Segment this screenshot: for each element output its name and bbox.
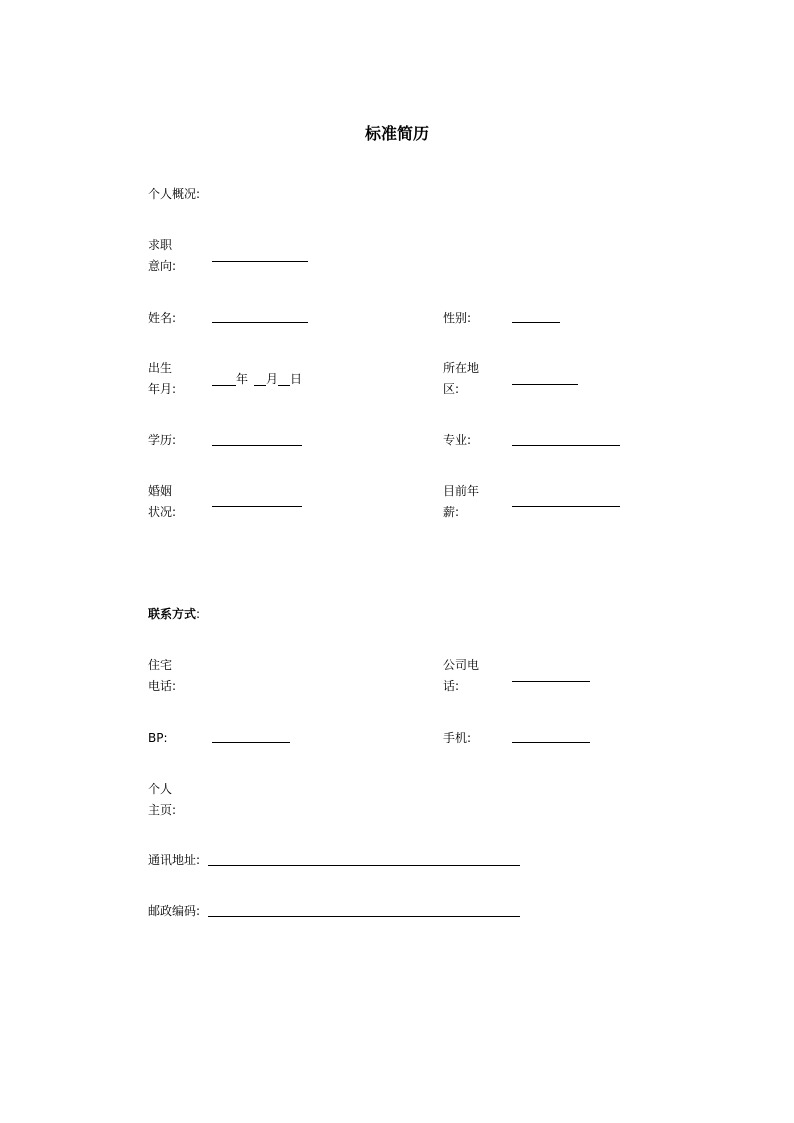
home-phone-label: 住宅 电话: xyxy=(148,658,177,693)
name-field[interactable] xyxy=(212,322,308,323)
company-phone-field[interactable] xyxy=(512,681,590,682)
bp-field[interactable] xyxy=(212,742,290,743)
birth-year-field[interactable] xyxy=(212,385,236,386)
address-label: 通讯地址: xyxy=(148,853,201,867)
personal-section-heading: 个人概况: xyxy=(148,187,201,201)
job-intent-label: 求职 意向: xyxy=(148,238,177,273)
address-field[interactable] xyxy=(208,865,520,866)
homepage-label: 个人 主页: xyxy=(148,782,177,817)
education-label: 学历: xyxy=(148,433,177,447)
page-title: 标准简历 xyxy=(364,124,429,143)
bp-label: BP: xyxy=(148,731,168,745)
major-field[interactable] xyxy=(512,445,620,446)
salary-field[interactable] xyxy=(512,506,620,507)
job-intent-field[interactable] xyxy=(212,261,308,262)
marital-label: 婚姻 状况: xyxy=(148,484,177,519)
education-field[interactable] xyxy=(212,445,302,446)
gender-label: 性别: xyxy=(443,311,472,325)
birth-day-label: 日 xyxy=(290,372,303,386)
location-field[interactable] xyxy=(512,384,578,385)
name-label: 姓名: xyxy=(148,311,177,325)
contact-heading-colon: : xyxy=(196,607,201,621)
contact-section-heading xyxy=(148,604,200,625)
contact-heading-text: 联系方式 xyxy=(148,607,197,621)
mobile-field[interactable] xyxy=(512,742,590,743)
birth-label: 出生 年月: xyxy=(148,361,177,396)
postcode-label: 邮政编码: xyxy=(148,904,201,918)
birth-day-field[interactable] xyxy=(278,385,290,386)
mobile-label: 手机: xyxy=(443,731,472,745)
birth-month-field[interactable] xyxy=(254,385,266,386)
postcode-field[interactable] xyxy=(208,916,520,917)
gender-field[interactable] xyxy=(512,322,560,323)
salary-label: 目前年 薪: xyxy=(443,484,480,519)
marital-field[interactable] xyxy=(212,506,302,507)
major-label: 专业: xyxy=(443,433,472,447)
birth-month-label: 月 xyxy=(266,372,279,386)
company-phone-label: 公司电 话: xyxy=(443,658,480,693)
location-label: 所在地 区: xyxy=(443,361,480,396)
birth-year-label: 年 xyxy=(236,372,249,386)
